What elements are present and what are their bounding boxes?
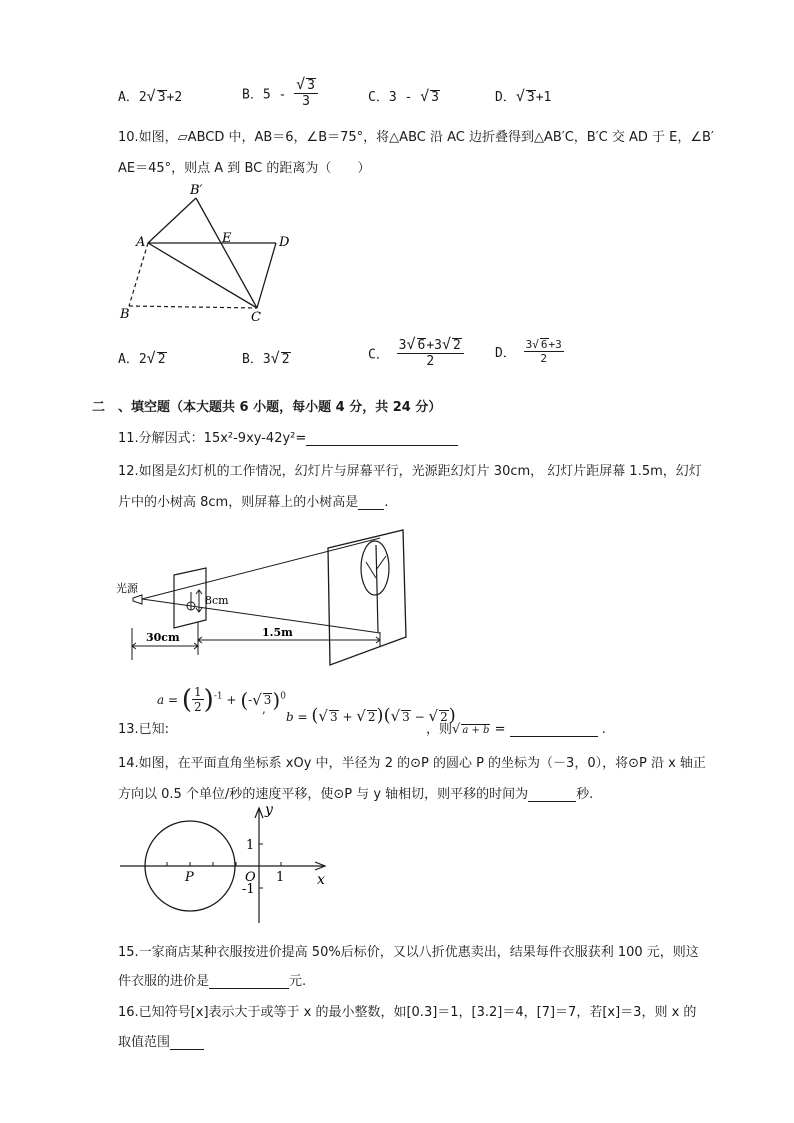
- paren-close: ): [376, 705, 384, 726]
- q13-equals: =: [494, 722, 506, 737]
- q12-line-1: 12.如图是幻灯机的工作情况，幻灯片与屏幕平行，光源距幻灯片 30cm， 幻灯片距屏幕 1.5m，幻灯: [118, 464, 702, 479]
- q13-then: ，则: [426, 722, 453, 737]
- q10-d-radicand: 6: [540, 338, 548, 351]
- q10-d-denominator: 2: [540, 352, 548, 366]
- q10-d-coef-1: 3: [525, 338, 533, 351]
- line-b-prime-c: [196, 198, 257, 308]
- q13-b-lhs: b =: [286, 710, 308, 724]
- q13-a-neg: -: [248, 693, 253, 707]
- q10-c-plus-coef: +3: [426, 338, 442, 353]
- q13-half-fraction: [192, 686, 204, 715]
- q10-d-prefix: D．: [495, 346, 516, 362]
- line-a-b-dashed: [129, 243, 148, 306]
- q16-line-2-text: 取值范围: [118, 1035, 171, 1050]
- q10-c-prefix: C．: [368, 347, 389, 363]
- q9-option-c: [368, 86, 440, 105]
- q10-c-radicand-1: 6: [417, 338, 426, 353]
- sqrt-sign: √: [532, 338, 539, 351]
- q10-c-radicand-2: 2: [453, 338, 461, 353]
- q9-a-prefix: A．2: [118, 90, 147, 105]
- q9-option-d: [495, 86, 551, 105]
- q13-then-clause: [426, 718, 606, 737]
- q12-answer-blank[interactable]: [358, 495, 384, 510]
- q10-option-b: [242, 348, 291, 367]
- sqrt-sign: √: [270, 349, 280, 367]
- sqrt-sign: √: [428, 707, 439, 725]
- q13-expression-a: [157, 685, 286, 715]
- sqrt-sign: √: [146, 349, 156, 367]
- q9-a-suffix: +2: [166, 90, 183, 105]
- line-d-c: [257, 243, 276, 308]
- sqrt-sign: √: [420, 87, 430, 105]
- q16-answer-blank[interactable]: [170, 1035, 204, 1050]
- sqrt-sign: √: [146, 87, 156, 105]
- label-y-one: 1: [246, 838, 255, 853]
- light-source-icon: [133, 595, 142, 604]
- q9-b-prefix: B．5 -: [242, 87, 287, 103]
- sqrt-sign: √: [296, 75, 306, 93]
- q10-parallelogram-figure: [110, 180, 310, 325]
- q10-d-plus-coef: +3: [548, 338, 562, 351]
- sqrt-sign: √: [252, 691, 262, 709]
- label-e: E: [222, 231, 232, 246]
- q13-end: .: [601, 722, 606, 737]
- q10-option-d: [495, 338, 564, 365]
- label-c: C: [251, 310, 261, 325]
- q9-d-radicand: 3: [526, 90, 535, 105]
- label-x-one: 1: [276, 870, 285, 885]
- slide-plane: [174, 568, 206, 628]
- label-a: A: [136, 235, 146, 250]
- q14-line-2-end: 秒.: [576, 787, 594, 802]
- q12-line-2: [118, 491, 388, 510]
- q10-a-prefix: A．2: [118, 352, 147, 367]
- q9-d-suffix: +1: [535, 90, 552, 105]
- q9-b-denominator: 3: [302, 94, 310, 110]
- label-8cm: 8cm: [205, 594, 229, 607]
- q10-d-fraction: [524, 338, 564, 365]
- paren-open: (: [311, 705, 319, 726]
- q12-projector-figure: [110, 520, 420, 670]
- q13-exp-neg-one: -1: [213, 691, 223, 702]
- q13-half-den: 2: [194, 699, 202, 714]
- q13-prefix: 13.已知:: [118, 722, 170, 737]
- q9-option-b: [242, 76, 318, 110]
- q10-option-c: [368, 336, 464, 370]
- q13-b-minus: −: [414, 710, 425, 724]
- sqrt-sign: √: [406, 335, 416, 353]
- label-x: x: [317, 872, 325, 888]
- paren-close: ): [448, 705, 456, 726]
- sqrt-sign: √: [452, 722, 461, 737]
- q15-line-1: 15.一家商店某种衣服按进价提高 50%后标价，又以八折优惠卖出，结果每件衣服获利 100 元，则这: [118, 945, 699, 960]
- q12-line-2-end: .: [384, 495, 389, 510]
- label-b-prime: B′: [190, 183, 203, 198]
- q14-line-1: 14.如图，在平面直角坐标系 xOy 中，半径为 2 的⊙P 的圆心 P 的坐标为（－3，0），将⊙P 沿 x 轴正: [118, 756, 706, 771]
- q13-b-plus: +: [342, 710, 353, 724]
- label-1-5m: 1.5m: [262, 626, 293, 639]
- q15-line-2-end: 元.: [289, 974, 307, 989]
- q10-a-radicand: 2: [157, 352, 166, 367]
- paren-open: (: [383, 705, 391, 726]
- sqrt-sign: √: [390, 707, 401, 725]
- q13-answer-blank[interactable]: [510, 722, 598, 737]
- section-2-heading: 二 、填空题（本大题共 6 小题，每小题 4 分，共 24 分）: [92, 400, 442, 415]
- q14-answer-blank[interactable]: [528, 787, 576, 802]
- q9-d-prefix: D．: [495, 90, 516, 105]
- q10-b-prefix: B．3: [242, 352, 271, 367]
- q9-b-radicand: 3: [307, 78, 315, 93]
- sqrt-sign: √: [356, 707, 366, 725]
- paren-close: ): [203, 685, 214, 715]
- q13-final-radicand: a + b: [462, 725, 490, 736]
- paren-close: ): [272, 688, 281, 712]
- q11-answer-blank[interactable]: [306, 431, 458, 446]
- q10-c-fraction: [397, 336, 464, 370]
- q13-a-radicand: 3: [263, 692, 272, 707]
- paren-open: (: [181, 685, 193, 715]
- sqrt-sign: √: [442, 335, 452, 353]
- q10-c-denominator: 2: [426, 354, 435, 370]
- q9-c-prefix: C．3 -: [368, 90, 413, 105]
- label-neg-one: -1: [242, 882, 255, 897]
- q13-b-radicand-2: 2: [367, 710, 376, 724]
- q10-line-1: 10.如图，▱ABCD 中，AB＝6，∠B＝75°，将△ABC 沿 AC 边折叠得到△AB′C，B′C 交 AD 于 E，∠B′: [118, 130, 714, 145]
- label-p: P: [185, 870, 194, 885]
- label-y: y: [265, 802, 273, 818]
- q14-line-2-text: 方向以 0.5 个单位/秒的速度平移，使⊙P 与 y 轴相切，则平移的时间为: [118, 787, 529, 802]
- q13-b-radicand-3: 3: [402, 710, 410, 724]
- q13-a-lhs: a =: [157, 693, 179, 707]
- q13-exp-zero: 0: [280, 691, 286, 702]
- q14-coordinate-figure: [115, 800, 340, 928]
- q13-b-radicand-4: 2: [440, 710, 448, 724]
- q13-comma: ,: [262, 702, 266, 716]
- q13-b-radicand-1: 3: [329, 710, 338, 724]
- q11-prompt: 11.分解因式：15x²-9xy-42y²=: [118, 431, 307, 446]
- line-a-c: [148, 243, 257, 308]
- screen-plane: [328, 530, 406, 665]
- q16-line-1: 16.已知符号[x]表示大于或等于 x 的最小整数，如[0.3]＝1，[3.2]＝4，[7]＝7，若[x]＝3，则 x 的: [118, 1005, 697, 1020]
- q9-option-a: [118, 86, 182, 105]
- q11-text: [118, 427, 458, 446]
- q10-line-2: AE＝45°，则点 A 到 BC 的距离为（ ）: [118, 161, 371, 176]
- light-source-label: 光源: [116, 582, 138, 595]
- label-b: B: [120, 307, 130, 322]
- q10-c-coef-1: 3: [398, 338, 407, 353]
- q9-a-radicand: 3: [157, 90, 166, 105]
- q10-option-a: [118, 348, 167, 367]
- q9-c-radicand: 3: [431, 90, 439, 105]
- q15-line-2: [118, 970, 306, 989]
- sqrt-sign: √: [318, 707, 328, 725]
- q10-b-radicand: 2: [281, 352, 290, 367]
- label-origin: O: [245, 870, 256, 885]
- q15-line-2-text: 件衣服的进价是: [118, 974, 210, 989]
- q15-answer-blank[interactable]: [209, 974, 289, 989]
- label-30cm: 30cm: [146, 631, 180, 644]
- paren-open: (: [240, 688, 249, 712]
- q13-a-plus: +: [226, 693, 237, 707]
- q12-line-2-text: 片中的小树高 8cm，则屏幕上的小树高是: [118, 495, 359, 510]
- q9-b-fraction: [294, 76, 318, 110]
- label-d: D: [279, 235, 290, 250]
- sqrt-sign: √: [515, 87, 525, 105]
- line-b-prime-a: [148, 198, 196, 243]
- q13-half-num: 1: [194, 684, 202, 699]
- q16-line-2: [118, 1031, 204, 1050]
- line-b-c-dashed: [129, 306, 257, 308]
